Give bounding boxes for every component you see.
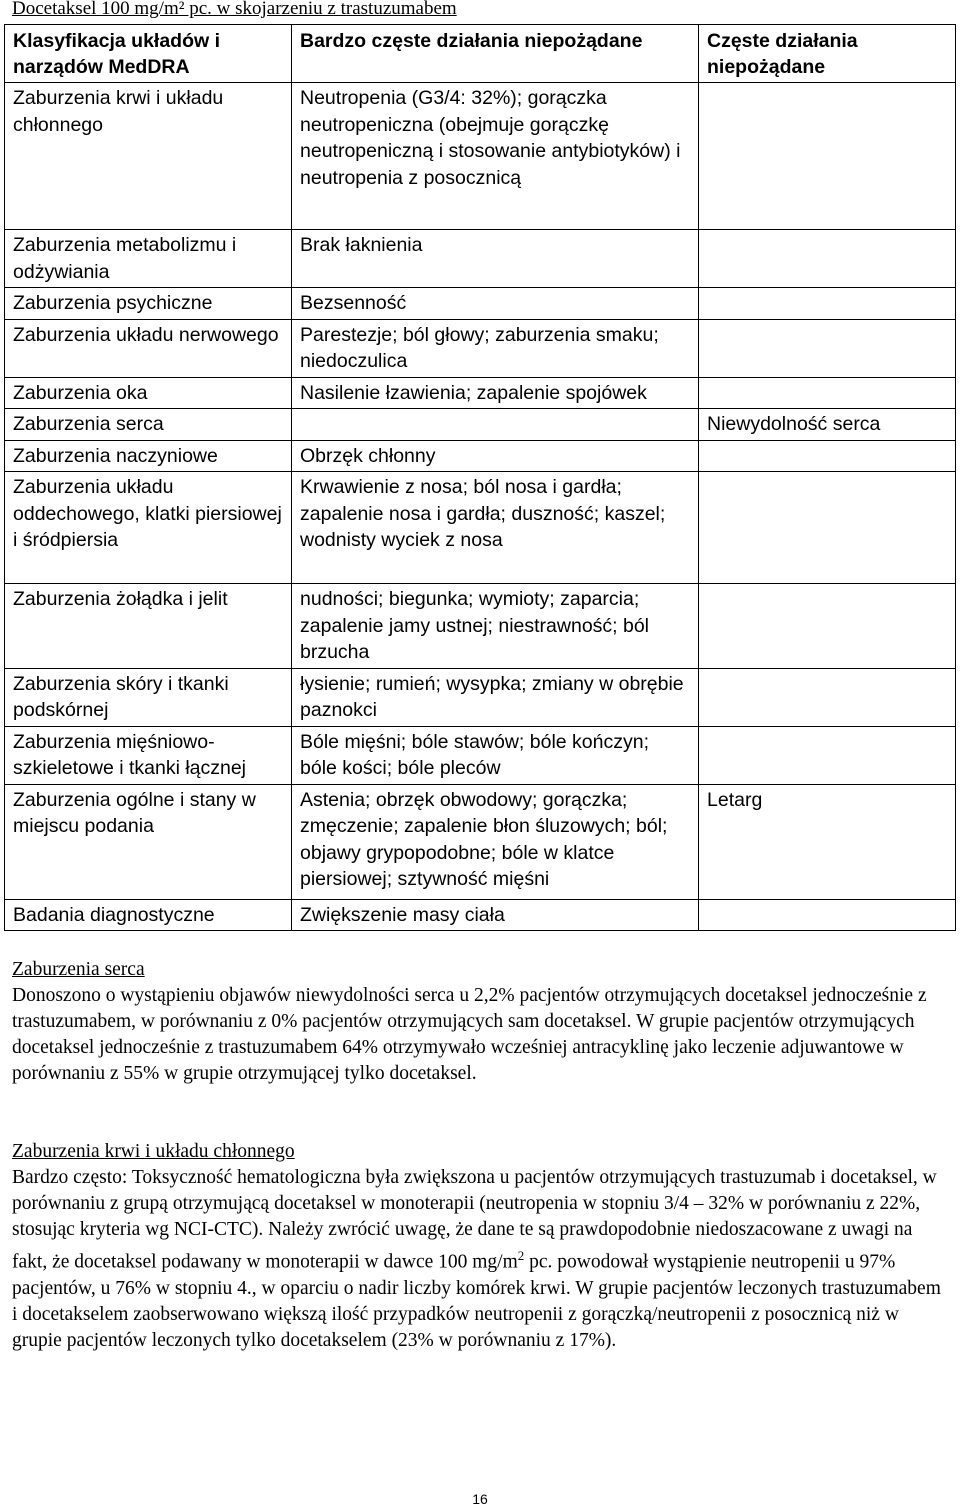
very-common-cell [292,288,699,320]
very-common-cell [292,409,699,441]
table-row [5,440,956,472]
soc-cell [5,230,292,288]
soc-text: Zaburzenia serca [13,413,164,435]
header-very-common: Bardzo częste działania niepożądane [292,25,699,83]
blood-section-heading: Zaburzenia krwi i układu chłonnego [12,1141,295,1162]
common-text: Letarg [707,788,763,811]
very-common-text: Brak łaknienia [300,234,423,256]
soc-text: Zaburzenia psychiczne [13,292,213,314]
very-common-text: Zwiększenie masy ciała [300,903,505,926]
soc-text: Zaburzenia metabolizmu i odżywiania [13,234,237,283]
soc-cell [5,83,292,230]
soc-cell [5,899,292,931]
common-cell [699,440,956,472]
soc-text: Zaburzenia mięśniowo-szkieletowe i tkanki łącznej [13,730,247,779]
common-cell [699,899,956,931]
soc-cell [5,319,292,377]
soc-cell [5,288,292,320]
soc-text: Zaburzenia krwi i układu chłonnego [13,87,224,136]
common-text: Niewydolność serca [707,413,881,435]
very-common-text: Nasilenie łzawienia; zapalenie spojówek [300,381,647,404]
very-common-text: Krwawienie z nosa; ból nosa i gardła; zapalenie nosa i gardła; duszność; kaszel; wodnisty wyciek z nosa [300,476,666,551]
table-row [5,472,956,584]
common-cell [699,83,956,230]
blood-section [12,1139,947,1354]
soc-text: Zaburzenia układu oddechowego, klatki piersiowej i śródpiersia [13,476,282,551]
very-common-text: Neutropenia (G3/4: 32%); gorączka neutropeniczna (obejmuje gorączkę neutropeniczną i stosowanie antybiotyków) i neutropenia z posocznicą [300,87,681,189]
common-cell [699,319,956,377]
table-header-row [5,25,956,83]
very-common-text: Obrzęk chłonny [300,444,436,467]
very-common-cell [292,319,699,377]
soc-cell [5,668,292,726]
soc-cell [5,409,292,441]
table-row [5,784,956,899]
soc-cell [5,584,292,669]
soc-cell [5,440,292,472]
very-common-cell [292,784,699,899]
table-row [5,377,956,409]
soc-text: Zaburzenia naczyniowe [13,444,218,467]
very-common-cell [292,899,699,931]
very-common-cell [292,230,699,288]
table-row [5,83,956,230]
very-common-cell [292,584,699,669]
heart-section-body: Donoszono o wystąpieniu objawów niewydolności serca u 2,2% pacjentów otrzymujących docetaksel jednocześnie z trastuzumabem, w porównaniu z 0% pacjentów otrzymujących sam docetaksel. W grupie pacjentów otrzymujących docetaksel jednocześnie z trastuzumabem 64% otrzymywało wcześniej antracyklinę jako leczenie adjuwantowe w porównaniu z 55% w grupie otrzymującej tylko docetaksel. [12,985,927,1084]
table-caption: Docetaksel 100 mg/m² pc. w skojarzeniu z trastuzumabem [12,0,457,19]
common-cell [699,784,956,899]
very-common-text: łysienie; rumień; wysypka; zmiany w obrębie paznokci [300,672,684,721]
very-common-cell [292,472,699,584]
very-common-text: Bezsenność [300,292,407,314]
table-row [5,584,956,669]
heart-section [12,957,947,1087]
very-common-text: Astenia; obrzęk obwodowy; gorączka; zmęczenie; zapalenie błon śluzowych; ból; objawy grypopodobne; bóle w klatce piersiowej; sztywność mięśni [300,788,668,890]
soc-text: Zaburzenia ogólne i stany w miejscu podania [13,788,256,837]
blood-body-text-1: Bardzo często: Toksyczność hematologiczna była zwiększona u pacjentów otrzymujących trastuzumab i docetaksel, w porównaniu z grupą otrzymującą docetaksel w monoterapii (neutropenia w stopniu 3/4 – 32% w porównaniu z 22%, stosując kryteria wg NCI-CTC). Należy zwrócić uwagę, że dane te są prawdopodobnie niedoszacowane z uwagi na fakt, że docetaksel podawany w monoterapii w dawce 100 mg/m [12,1167,937,1273]
very-common-cell [292,83,699,230]
header-soc: Klasyfikacja układów i narządów MedDRA [5,25,292,83]
very-common-text: nudności; biegunka; wymioty; zaparcia; zapalenie jamy ustnej; niestrawność; ból brzucha [300,588,650,663]
very-common-text: Parestezje; ból głowy; zaburzenia smaku; niedoczulica [300,323,659,372]
soc-text: Badania diagnostyczne [13,903,215,926]
unit-superscript: 2 [517,1248,525,1263]
very-common-text: Bóle mięśni; bóle stawów; bóle kończyn; bóle kości; bóle pleców [300,730,650,779]
very-common-cell [292,377,699,409]
soc-text: Zaburzenia żołądka i jelit [13,588,228,610]
table-row [5,726,956,784]
page-number: 16 [472,1491,488,1507]
table-row [5,409,956,441]
soc-cell [5,377,292,409]
soc-text: Zaburzenia układu nerwowego [13,323,279,346]
soc-text: Zaburzenia skóry i tkanki podskórnej [13,672,229,721]
common-cell [699,726,956,784]
header-common: Częste działania niepożądane [699,25,956,83]
common-cell [699,288,956,320]
very-common-cell [292,440,699,472]
soc-cell [5,472,292,584]
adverse-reactions-table [4,24,956,931]
blood-section-body [12,1165,947,1354]
table-row [5,899,956,931]
table-row [5,668,956,726]
soc-text: Zaburzenia oka [13,381,148,404]
table-row [5,288,956,320]
common-cell [699,668,956,726]
common-cell [699,409,956,441]
soc-cell [5,726,292,784]
very-common-cell [292,726,699,784]
blood-body-text-2: pc. powodował wystąpienie neutropenii u 97% pacjentów, u 76% w stopniu 4., w oparciu o nadir liczby komórek krwi. W grupie pacjentów leczonych trastuzumabem i docetakselem zaobserwowano większą ilość przypadków neutropenii z gorączką/neutropenii z posocznicą niż w grupie pacjentów leczonych tylko docetakselem (23% w porównaniu z 17%). [12,1251,941,1351]
common-cell [699,584,956,669]
heart-section-heading: Zaburzenia serca [12,959,145,980]
common-cell [699,230,956,288]
soc-cell [5,784,292,899]
very-common-cell [292,668,699,726]
common-cell [699,472,956,584]
table-row [5,230,956,288]
common-cell [699,377,956,409]
table-row [5,319,956,377]
